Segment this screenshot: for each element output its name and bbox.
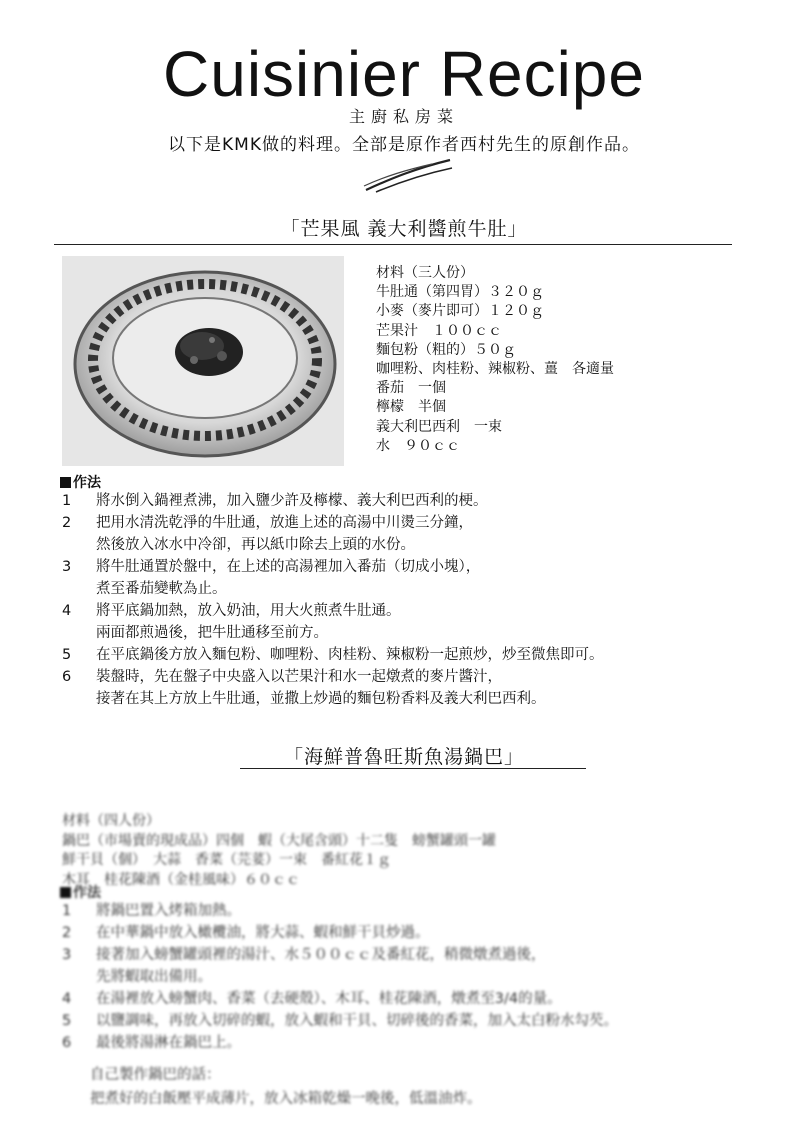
recipe1-materials [376, 264, 776, 456]
recipe2-steps [62, 900, 762, 1054]
step-number: 5 [62, 647, 72, 663]
step-text: 在中華鍋中放入橄欖油，將大蒜、蝦和鮮干貝炒過。 [96, 925, 430, 941]
step-text: 接著加入螃蟹罐頭裡的湯汁、水５００ｃｃ及番紅花，稍微燉煮過後， [96, 947, 546, 963]
material-line: 檸檬 半個 [376, 399, 446, 416]
step-text: 將牛肚通置於盤中，在上述的高湯裡加入番茄（切成小塊）， [96, 559, 481, 575]
step-item [62, 600, 762, 622]
step-text: 將水倒入鍋裡煮沸，加入鹽少許及檸檬、義大利巴西利的梗。 [96, 493, 488, 509]
step-item [62, 666, 762, 688]
material-line: 牛肚通（第四胃）３２０ｇ [376, 284, 544, 301]
swirl-ornament-icon [362, 156, 454, 194]
step-number: 1 [62, 903, 72, 919]
method-label: 作法 [73, 885, 101, 901]
material-line: 義大利巴西利 一束 [376, 418, 502, 435]
material-line: 木耳 桂花陳酒（金桂風味）６０ｃｃ [62, 871, 300, 888]
step-item [62, 512, 762, 534]
step-item [62, 644, 762, 666]
recipe2-divider [240, 768, 586, 769]
material-line: 材料（四人份） [62, 813, 160, 829]
dish-photo-icon [62, 256, 344, 466]
step-number: 1 [62, 493, 72, 509]
step-item [62, 944, 762, 966]
step-number: 2 [62, 515, 72, 531]
step-text: 在平底鍋後方放入麵包粉、咖哩粉、肉桂粉、辣椒粉一起煎炒，炒至微焦即可。 [96, 647, 604, 663]
step-item [62, 922, 762, 944]
square-bullet-icon [60, 887, 71, 898]
step-text: 將鍋巴置入烤箱加熱。 [96, 903, 241, 919]
step-number: 2 [62, 925, 72, 941]
step-text-continued: 先將蝦取出備用。 [96, 969, 212, 985]
recipe2-note [90, 1063, 750, 1111]
step-text-continued: 煮至番茄變軟為止。 [96, 581, 227, 597]
material-line: 材料（三人份） [376, 265, 474, 281]
material-line: 小麥（麥片即可）１２０ｇ [376, 303, 544, 320]
step-text-continued: 接著在其上方放上牛肚通，並撒上炒過的麵包粉香料及義大利巴西利。 [96, 691, 546, 707]
step-number: 6 [62, 669, 72, 685]
step-item [62, 900, 762, 922]
recipe2-materials [62, 812, 702, 890]
step-number: 4 [62, 991, 72, 1007]
material-line: 麵包粉（粗的）５０ｇ [376, 341, 516, 358]
step-item [62, 556, 762, 578]
material-line: 鮮干貝（個） 大蒜 香菜（芫荽）一束 番紅花１ｇ [62, 852, 391, 868]
material-line: 鍋巴（市場賣的現成品）四個 蝦（大尾含頭）十二隻 螃蟹罐頭一罐 [62, 832, 496, 849]
recipe2-title: 「海鮮普魯旺斯魚湯鍋巴」 [283, 746, 524, 768]
material-line: 芒果汁 １００ｃｃ [376, 322, 502, 339]
step-item [62, 490, 762, 512]
recipe1-title: 「芒果風 義大利醬煎牛肚」 [280, 218, 528, 240]
step-text: 在湯裡放入螃蟹肉、香菜（去硬殼）、木耳、桂花陳酒，燉煮至3/4的量。 [96, 991, 562, 1007]
intro-text: 以下是KMK做的料理。全部是原作者西村先生的原創作品。 [168, 135, 640, 155]
method-label: 作法 [73, 475, 101, 491]
recipe1-steps [62, 490, 762, 710]
material-line: 水 ９０ｃｃ [376, 437, 460, 454]
step-number: 3 [62, 559, 72, 575]
recipe1-divider [54, 244, 732, 245]
material-line: 咖哩粉、肉桂粉、辣椒粉、薑 各適量 [376, 361, 614, 378]
step-text: 裝盤時，先在盤子中央盛入以芒果汁和水一起燉煮的麥片醬汁， [96, 669, 502, 685]
brand-title: Cuisinier Recipe [163, 38, 645, 110]
step-item [62, 988, 762, 1010]
step-text: 最後將湯淋在鍋巴上。 [96, 1035, 241, 1051]
note-line: 自己製作鍋巴的話： [90, 1067, 221, 1083]
step-text: 將平底鍋加熱，放入奶油，用大火煎煮牛肚通。 [96, 603, 401, 619]
step-item [62, 1032, 762, 1054]
step-number: 5 [62, 1013, 72, 1029]
step-text-continued: 兩面都煎過後，把牛肚通移至前方。 [96, 625, 328, 641]
subtitle: 主廚私房菜 [348, 107, 459, 126]
recipe2-method-heading [60, 882, 101, 902]
step-text: 以鹽調味，再放入切碎的蝦，放入蝦和干貝、切碎後的香菜，加入太白粉水勾芡。 [96, 1013, 618, 1029]
step-number: 3 [62, 947, 72, 963]
note-line: 把煮好的白飯壓平成薄片，放入冰箱乾燥一晚後，低溫油炸。 [90, 1091, 482, 1107]
step-number: 4 [62, 603, 72, 619]
step-number: 6 [62, 1035, 72, 1051]
recipe1-method-heading [60, 472, 101, 492]
step-text-continued: 然後放入冰水中冷卻，再以紙巾除去上頭的水份。 [96, 537, 415, 553]
square-bullet-icon [60, 477, 71, 488]
step-text: 把用水清洗乾淨的牛肚通，放進上述的高湯中川燙三分鐘， [96, 515, 473, 531]
step-item [62, 1010, 762, 1032]
material-line: 番茄 一個 [376, 380, 446, 397]
